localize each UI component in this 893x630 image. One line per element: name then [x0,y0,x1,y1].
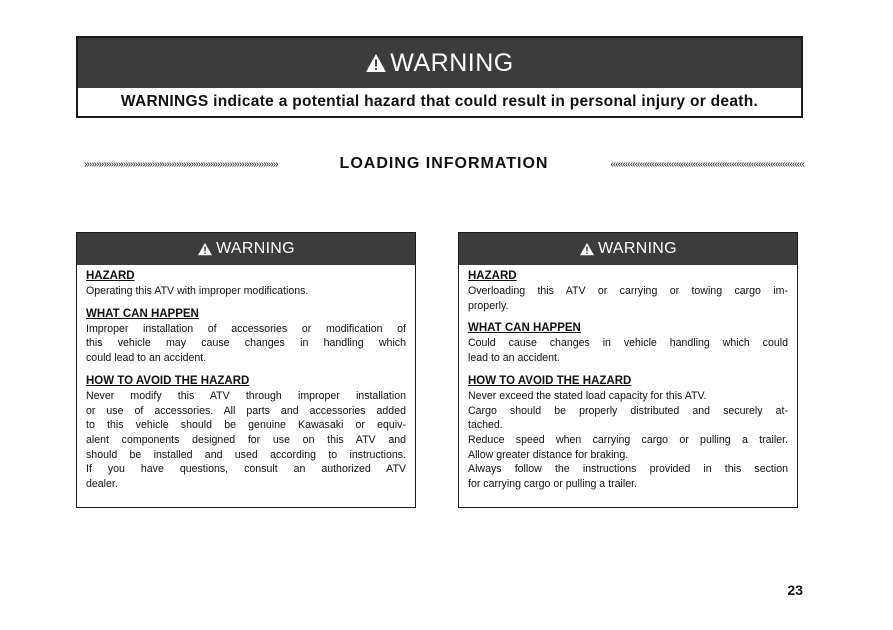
warning-triangle-icon [197,242,213,256]
what-can-happen-heading: WHAT CAN HAPPEN [86,307,199,320]
avoid-line: for carrying cargo or pulling a trailer. [468,478,637,491]
how-to-avoid-heading: HOW TO AVOID THE HAZARD [86,374,250,387]
warning-box-title: WARNING [216,240,295,257]
what-line: could lead to an accident. [86,352,207,365]
top-warning-banner [76,36,803,118]
what-line: lead to an accident. [468,352,560,365]
warning-box-content [77,265,415,492]
what-line: this vehicle may cause changes in handling which [86,337,406,350]
warning-box-title: WARNING [598,240,677,257]
avoid-line: Reduce speed when carrying cargo or pulling a trailer. [468,433,788,446]
avoid-line: Never modify this ATV through improper installation [86,389,406,402]
section-left-marks: »»»»»»»»»»»»»»»»»»»»»»»»»»»»»»»»»»»»»»»» [84,158,278,170]
what-line: Could cause changes in vehicle handling which could [468,337,788,350]
hazard-line: Operating this ATV with improper modifications. [86,285,309,297]
section-heading [84,154,804,174]
avoid-line: Always follow the instructions provided in this section [468,463,788,476]
hazard-heading: HAZARD [86,270,135,282]
avoid-line: should be installed and used according to instructions. [86,448,406,461]
avoid-line: Cargo should be properly distributed and securely at- [468,404,788,417]
top-warning-description: WARNINGS indicate a potential hazard that could result in personal injury or death. [120,93,759,110]
warning-box-header [459,233,797,265]
section-title: LOADING INFORMATION [339,155,549,172]
warning-box-modifications [76,232,416,508]
top-warning-header [78,38,801,88]
avoid-line: alent components designed for use on this ATV and [86,433,406,446]
hazard-block [86,269,406,299]
warning-box-header [77,233,415,265]
hazard-line: properly. [468,299,509,312]
what-can-happen-block [468,321,788,365]
hazard-heading: HAZARD [468,270,517,282]
what-can-happen-heading: WHAT CAN HAPPEN [468,322,581,335]
top-warning-title: WARNING [390,48,514,77]
avoid-line: Never exceed the stated load capacity for this ATV. [468,389,707,402]
avoid-line: to this vehicle should be genuine Kawasaki or equiv- [86,419,406,432]
how-to-avoid-heading: HOW TO AVOID THE HAZARD [468,374,632,387]
section-right-marks: «««««««««««««««««««««««««««««««««««««««« [610,158,804,170]
page-number: 23 [787,582,803,598]
warning-box-overloading [458,232,798,508]
what-can-happen-block [86,307,406,366]
avoid-line: or use of accessories. All parts and accessories added [86,404,406,417]
what-line: Improper installation of accessories or modification of [86,322,406,335]
how-to-avoid-block [468,374,788,492]
avoid-line: tached. [468,419,503,432]
how-to-avoid-block [86,374,406,492]
warning-box-content [459,265,797,492]
hazard-line: Overloading this ATV or carrying or towing cargo im- [468,285,788,297]
avoid-line: If you have questions, consult an authorized ATV [86,463,406,476]
warning-triangle-icon [365,53,387,73]
hazard-block [468,269,788,313]
avoid-line: dealer. [86,478,118,491]
warning-triangle-icon [579,242,595,256]
avoid-line: Allow greater distance for braking. [468,448,629,461]
